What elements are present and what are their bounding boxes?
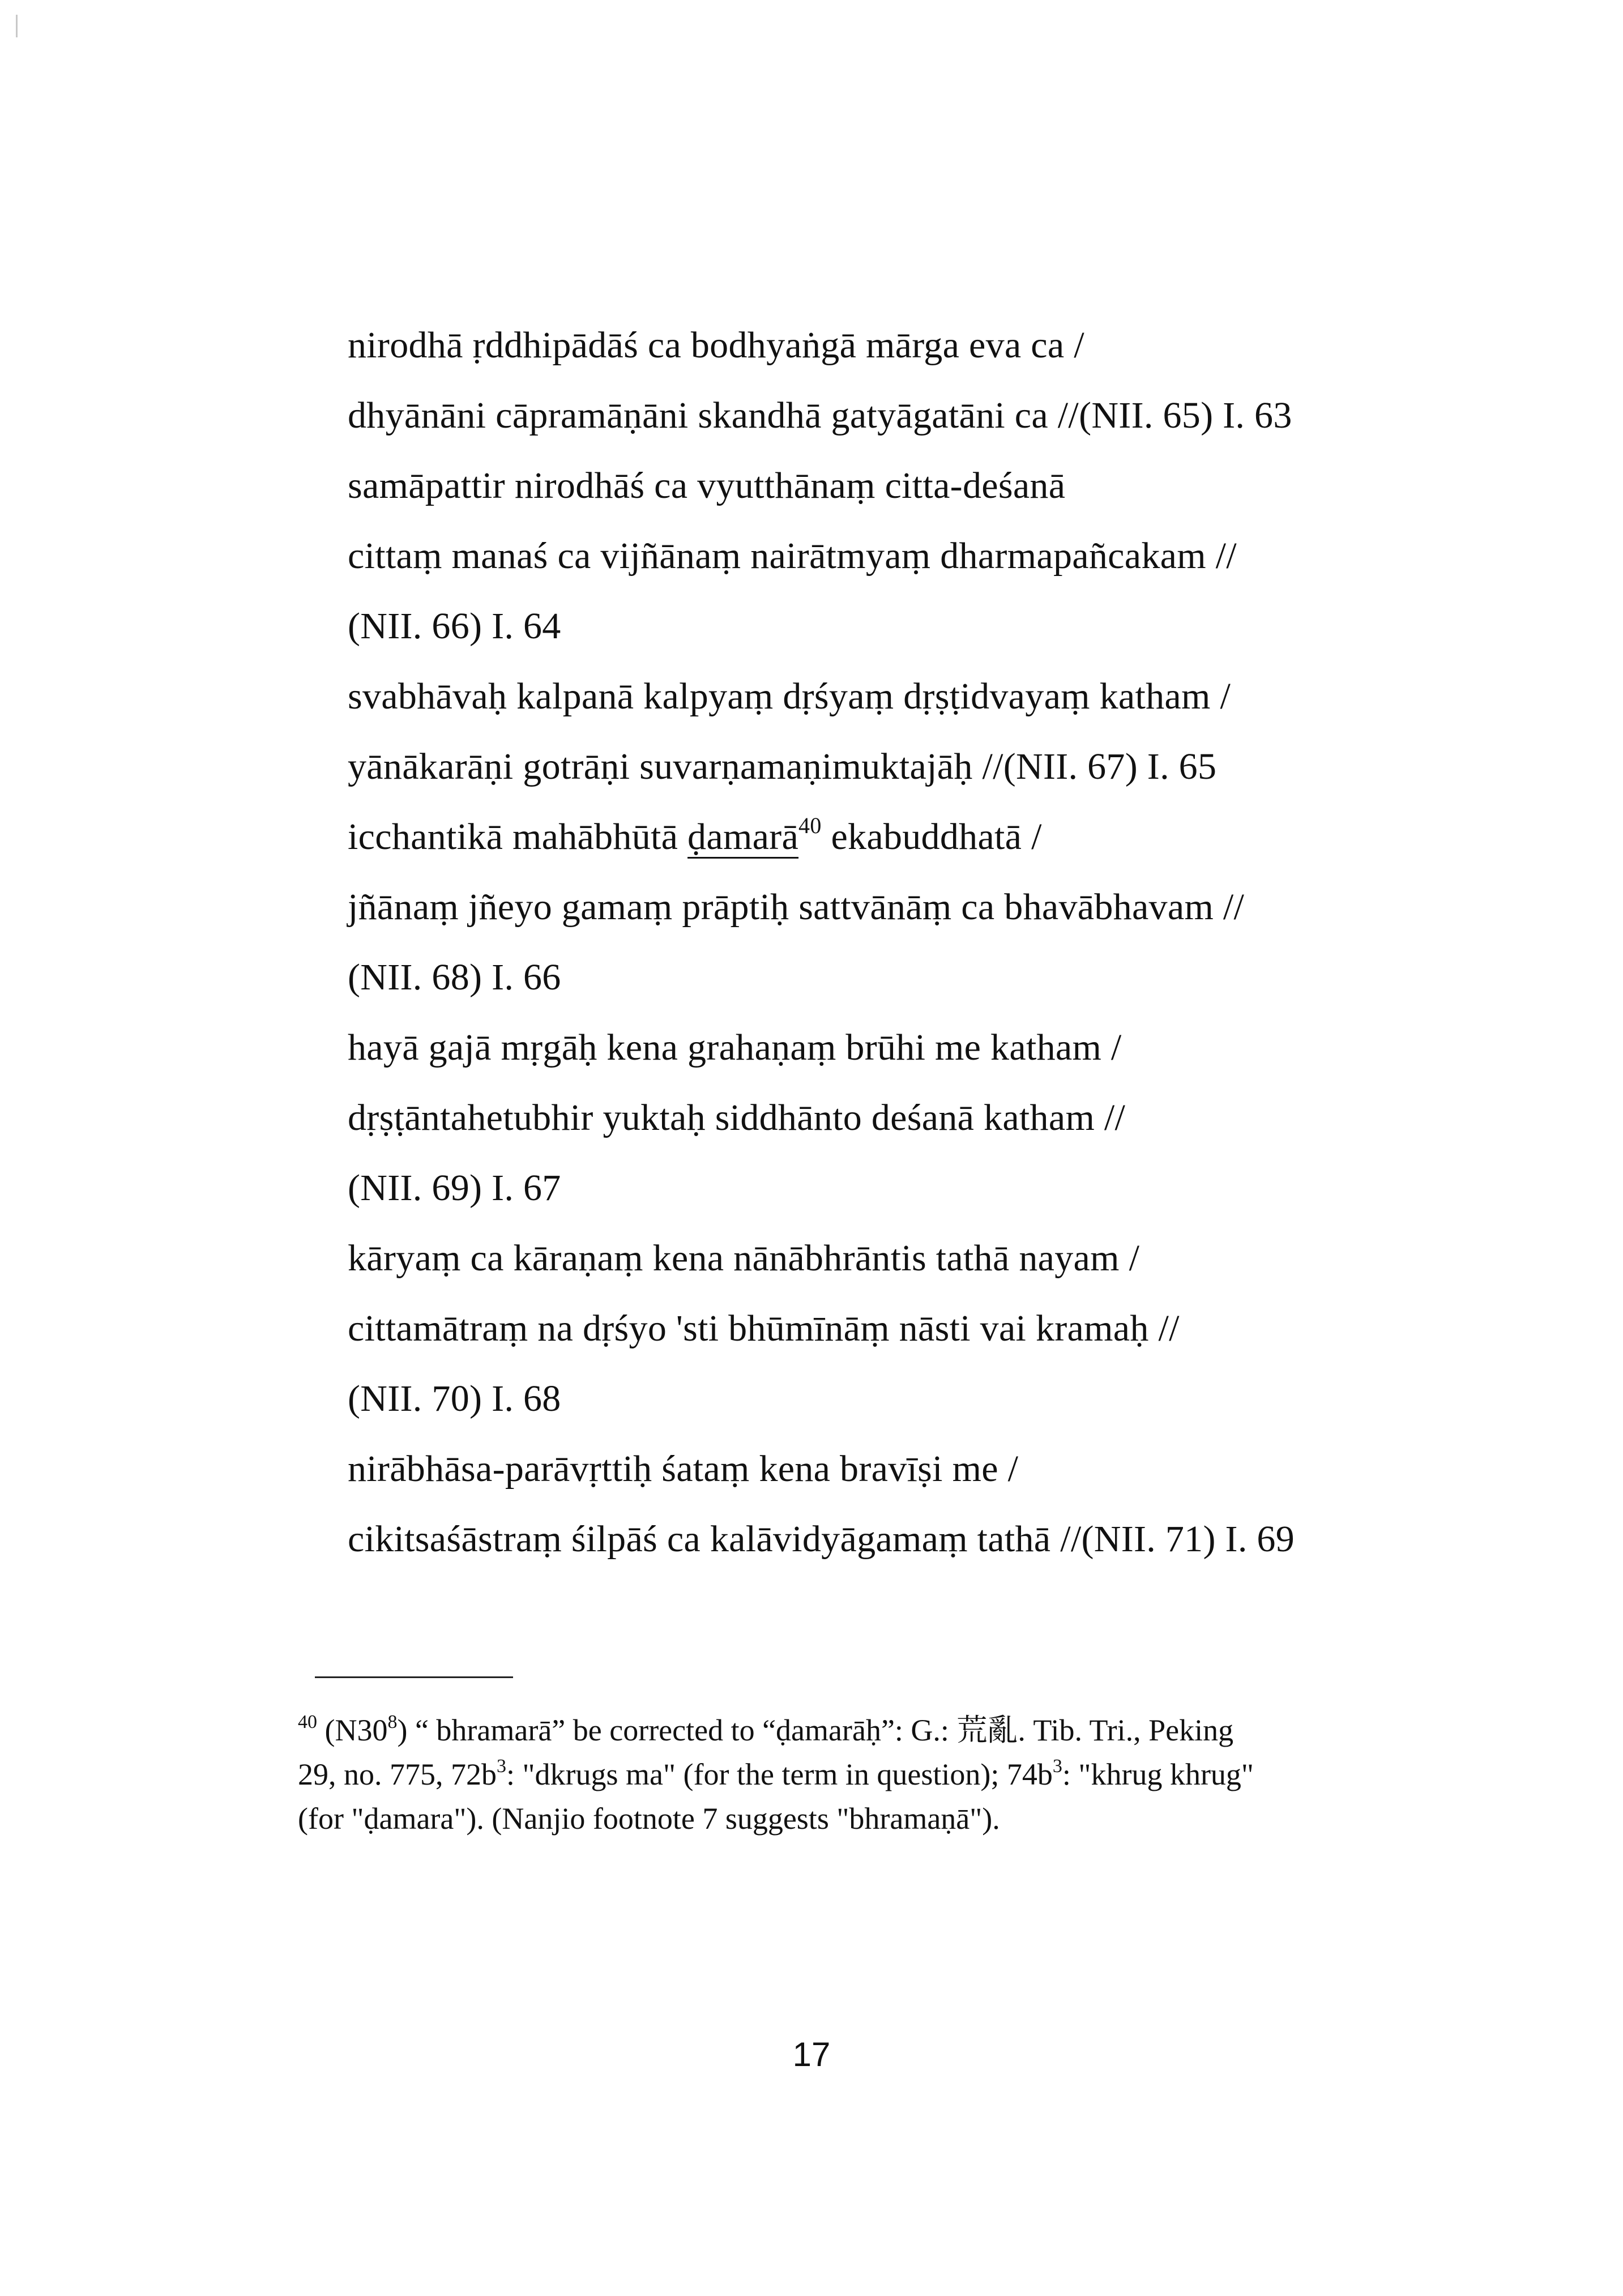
verse-block (348, 310, 1537, 1574)
footnote-text: (N30 (317, 1713, 388, 1747)
verse-reference: (NII. 70) I. 68 (348, 1378, 561, 1419)
verse-line: nirābhāsa-parāvṛttiḥ śataṃ kena bravīṣi me / (348, 1448, 1019, 1490)
verse-line: yānākarāṇi gotrāṇi suvarṇamaṇimuktajāḥ //(NII. 67) I. 65 (348, 746, 1217, 787)
footnote-text: 29, no. 775, 72b (298, 1757, 497, 1791)
verse-line-with-footnote (348, 802, 1537, 872)
footnote-marker: 40 (298, 1712, 317, 1732)
footnote-superscript: 3 (1052, 1756, 1062, 1777)
footnote-reference[interactable]: 40 (798, 813, 822, 838)
verse-reference: (NII. 69) I. 67 (348, 1167, 561, 1209)
verse-line: hayā gajā mṛgāḥ kena grahaṇaṃ brūhi me katham / (348, 1027, 1122, 1068)
verse-line: cikitsaśāstraṃ śilpāś ca kalāvidyāgamaṃ tathā //(NII. 71) I. 69 (348, 1518, 1295, 1560)
verse-line: kāryaṃ ca kāraṇaṃ kena nānābhrāntis tathā nayam / (348, 1237, 1140, 1279)
underlined-term: ḍamarā (687, 816, 799, 857)
footnote-text: : "dkrugs ma" (for the term in question); 74b (506, 1757, 1053, 1791)
footnote-superscript: 3 (497, 1756, 506, 1777)
page-number: 17 (792, 2035, 831, 2073)
verse-line: dhyānāni cāpramāṇāni skandhā gatyāgatāni ca //(NII. 65) I. 63 (348, 395, 1292, 436)
verse-reference: (NII. 66) I. 64 (348, 605, 561, 647)
verse-line: nirodhā ṛddhipādāś ca bodhyaṅgā mārga eva ca / (348, 325, 1084, 366)
verse-line: samāpattir nirodhāś ca vyutthānaṃ citta-deśanā (348, 465, 1066, 506)
verse-line: jñānaṃ jñeyo gamaṃ prāptiḥ sattvānāṃ ca bhavābhavam // (348, 886, 1245, 928)
verse-line: cittaṃ manaś ca vijñānaṃ nairātmyaṃ dharmapañcakam // (348, 535, 1237, 577)
footnote-line (298, 1752, 1385, 1796)
verse-text: ekabuddhatā / (821, 816, 1042, 857)
footnote-superscript: 8 (387, 1712, 398, 1732)
footnote-text: : "khrug khrug" (1062, 1757, 1254, 1791)
footnote (298, 1708, 1385, 1841)
scan-artifact (16, 15, 18, 37)
footnote-separator (315, 1676, 513, 1678)
verse-line: dṛṣṭāntahetubhir yuktaḥ siddhānto deśanā katham // (348, 1097, 1126, 1138)
verse-reference: (NII. 68) I. 66 (348, 957, 561, 998)
verse-line: cittamātraṃ na dṛśyo 'sti bhūmīnāṃ nāsti vai kramaḥ // (348, 1308, 1180, 1349)
footnote-line: (for "ḍamara"). (Nanjio footnote 7 suggests "bhramaṇā"). (298, 1802, 1000, 1836)
footnote-line (298, 1708, 1385, 1752)
verse-text: icchantikā mahābhūtā (348, 816, 688, 857)
verse-line: svabhāvaḥ kalpanā kalpyaṃ dṛśyaṃ dṛṣṭidvayaṃ katham / (348, 676, 1231, 717)
footnote-text: ) “ bhramarā” be corrected to “ḍamarāḥ”: G.: 荒亂. Tib. Tri., Peking (397, 1713, 1234, 1747)
